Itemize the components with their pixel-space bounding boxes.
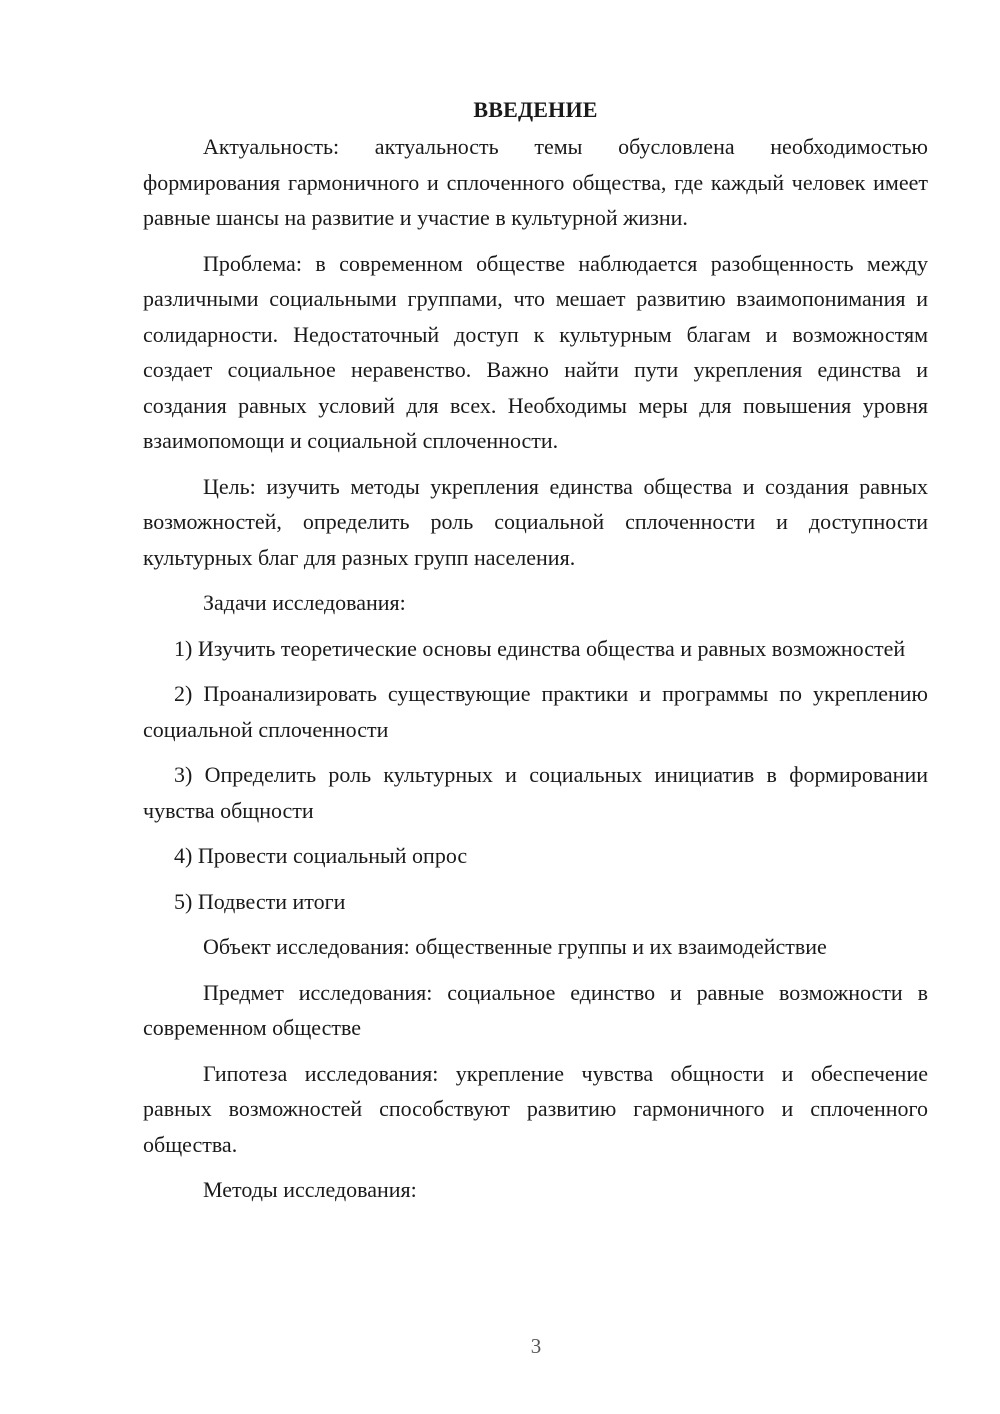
task-item-4: 4) Провести социальный опрос — [174, 843, 468, 868]
page-title: ВВЕДЕНИЕ — [473, 97, 598, 122]
task-item-1: 1) Изучить теоретические основы единства общества и равных возможностей — [174, 635, 906, 661]
relevance-paragraph: Актуальность: актуальность темы обусловлена необходимостью формирования гармоничного и сплоченного общества, где каждый человек имеет равные шансы на развитие и участие в культурной жизни. — [143, 134, 928, 230]
hypothesis-paragraph: Гипотеза исследования: укрепление чувства общности и обеспечение равных возможностей способствуют развитию гармоничного и сплоченного общества. — [143, 1060, 928, 1157]
object-paragraph: Объект исследования: общественные группы и их взаимодействие — [203, 934, 827, 959]
subject-paragraph: Предмет исследования: социальное единство и равные возможности в современном обществе — [143, 979, 928, 1040]
goal-paragraph: Цель: изучить методы укрепления единства общества и создания равных возможностей, определить роль социальной сплоченности и доступности культурных благ для разных групп населения. — [143, 473, 928, 570]
task-item-3: 3) Определить роль культурных и социальных инициатив в формировании чувства общности — [143, 762, 928, 823]
task-item-2: 2) Проанализировать существующие практики и программы по укреплению социальной сплоченности — [143, 681, 928, 742]
task-item-5: 5) Подвести итоги — [174, 888, 346, 914]
methods-heading: Методы исследования: — [203, 1177, 417, 1202]
tasks-heading: Задачи исследования: — [203, 590, 406, 615]
page-number: 3 — [530, 1334, 542, 1358]
problem-paragraph: Проблема: в современном обществе наблюдается разобщенность между различными социальными группами, что мешает развитию взаимопонимания и солидарности. Недостаточный доступ к культурным благам и возможностям создает социальное неравенство. Важно найти пути укрепления единства и создания равных условий для всех. Необходимы меры для повышения уровня взаимопомощи и социальной сплоченности. — [143, 250, 928, 453]
page-body — [143, 92, 928, 1208]
